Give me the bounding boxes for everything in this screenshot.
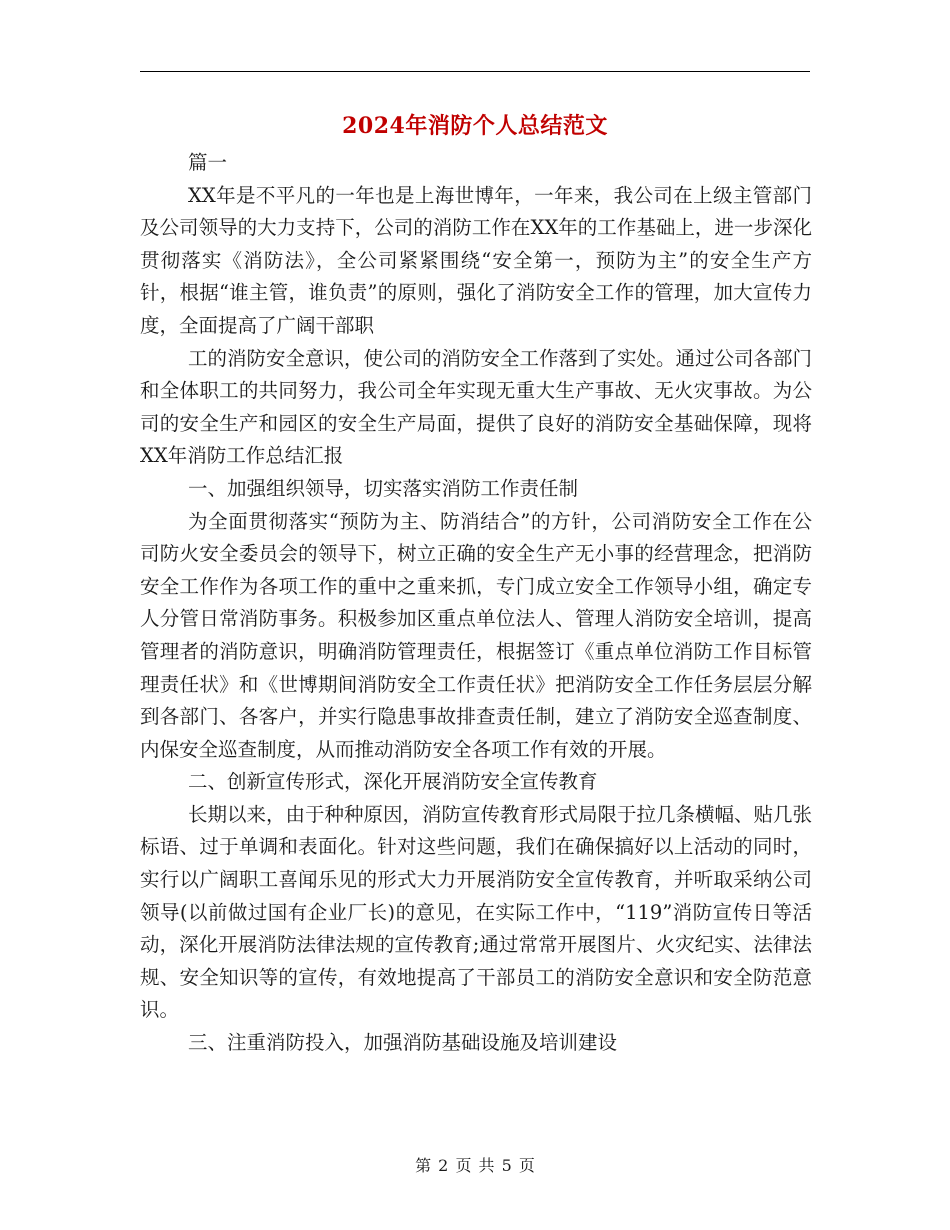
document-body [140,147,812,1060]
section-label: 篇一 [188,151,228,174]
paragraph-section-2: 长期以来，由于种种原因，消防宣传教育形式局限于拉几条横幅、贴几张标语、过于单调和表面化。针对这些问题，我们在确保搞好以上活动的同时，实行以广阔职工喜闻乐见的形式大力开展消防安全宣传教育，并听取采纳公司领导(以前做过国有企业厂长)的意见，在实际工作中，“119”消防宣传日等活动，深化开展消防法律法规的宣传教育;通过常常开展图片、火灾纪实、法律法规、安全知识等的宣传，有效地提高了干部员工的消防安全意识和安全防范意识。 [140,802,813,1022]
page-footer: 第 2 页 共 5 页 [415,1156,535,1175]
section-heading-1: 一、加强组织领导，切实落实消防工作责任制 [188,476,579,500]
header-rule [140,71,810,72]
paragraph-intro: XX年是不平凡的一年也是上海世博年，一年来，我公司在上级主管部门及公司领导的大力支持下，公司的消防工作在XX年的工作基础上，进一步深化贯彻落实《消防法》，全公司紧紧围绕“安全第一，预防为主”的安全生产方针，根据“谁主管，谁负责”的原则，强化了消防安全工作的管理，加大宣传力度，全面提高了广阔干部职 [140,183,812,337]
paragraph-intro-continued: 工的消防安全意识，使公司的消防安全工作落到了实处。通过公司各部门和全体职工的共同努力，我公司全年实现无重大生产事故、无火灾事故。为公司的安全生产和园区的安全生产局面，提供了良好的消防安全基础保障，现将XX年消防工作总结汇报 [140,346,813,468]
section-heading-3: 三、注重消防投入，加强消防基础设施及培训建设 [188,1031,618,1055]
document-title: 2024年消防个人总结范文 [342,113,608,139]
paragraph-section-1: 为全面贯彻落实“预防为主、防消结合”的方针，公司消防安全工作在公司防火安全委员会的领导下，树立正确的安全生产无小事的经营理念，把消防安全工作作为各项工作的重中之重来抓，专门成立安全工作领导小组，确定专人分管日常消防事务。积极参加区重点单位法人、管理人消防安全培训，提高管理者的消防意识，明确消防管理责任，根据签订《重点单位消防工作目标管理责任状》和《世博期间消防安全工作责任状》把消防安全工作任务层层分解到各部门、各客户，并实行隐患事故排查责任制，建立了消防安全巡查制度、内保安全巡查制度，从而推动消防安全各项工作有效的开展。 [140,509,812,761]
section-heading-2: 二、创新宣传形式，深化开展消防安全宣传教育 [188,770,598,794]
